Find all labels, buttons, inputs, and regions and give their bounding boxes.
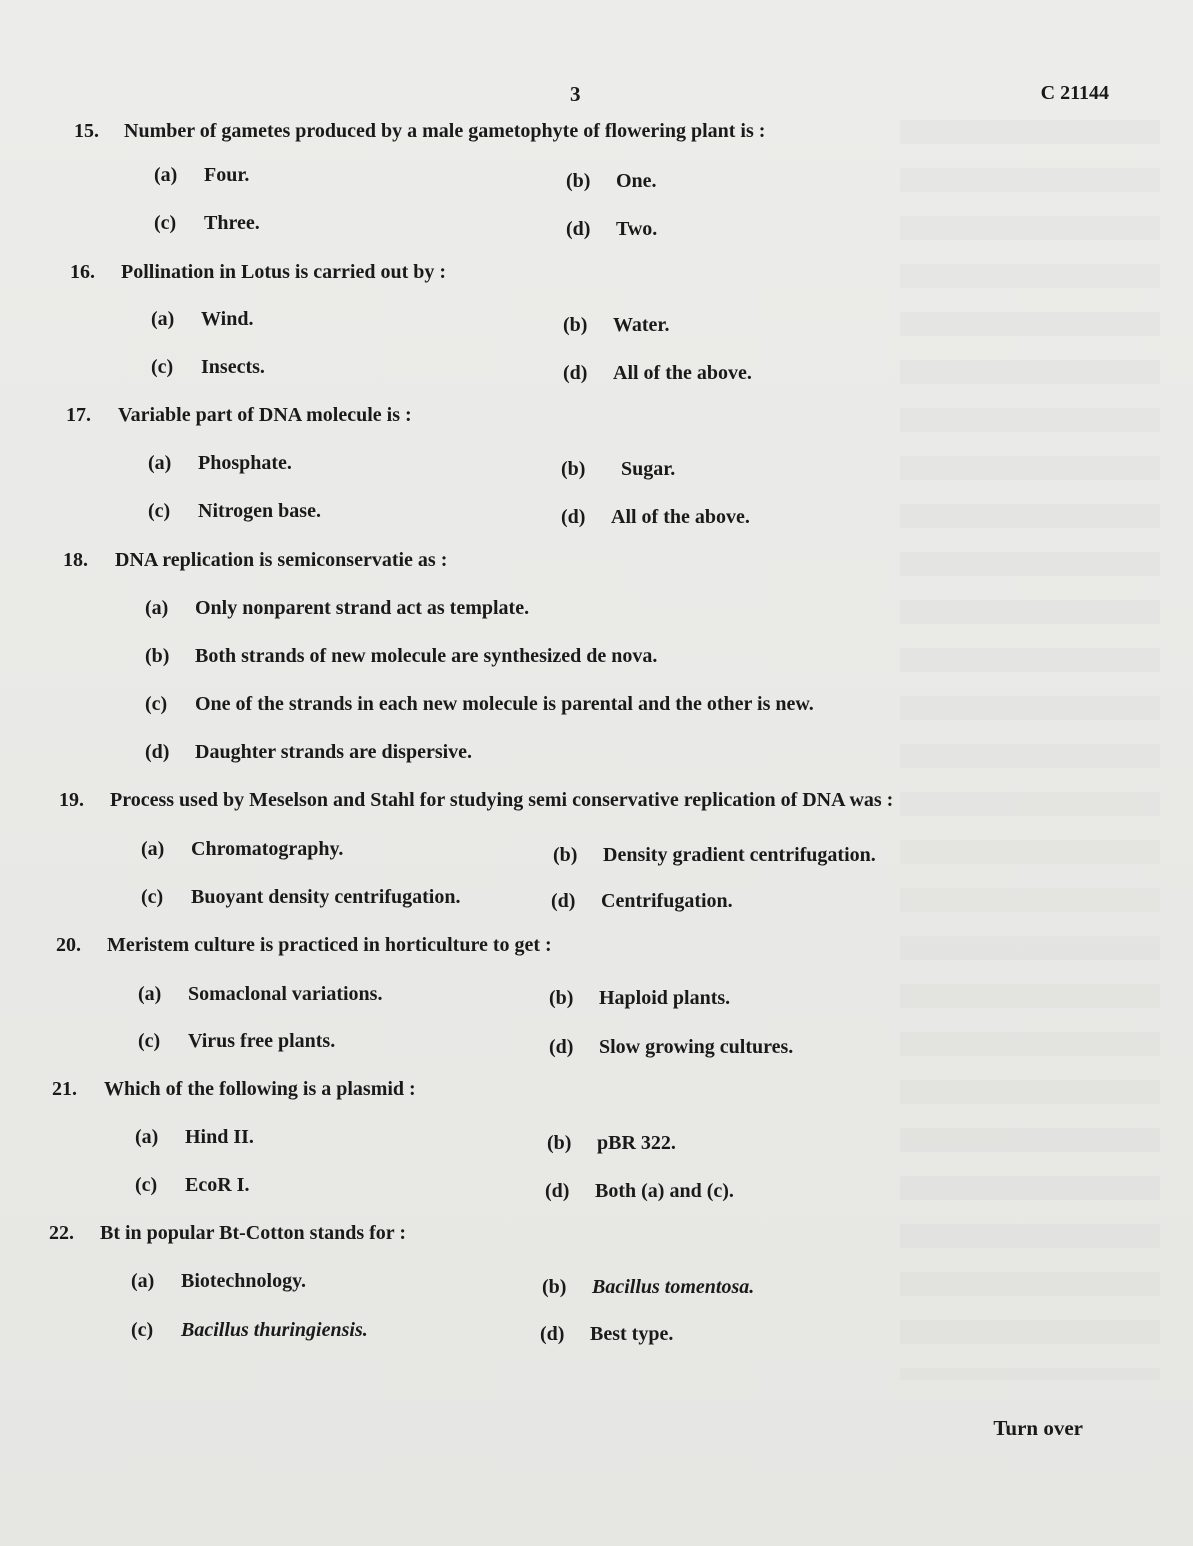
option-c: (c) Virus free plants. bbox=[138, 1030, 336, 1052]
question-number: 16. bbox=[70, 261, 95, 283]
turn-over-note: Turn over bbox=[993, 1416, 1083, 1440]
option-c: (c) EcoR I. bbox=[135, 1174, 250, 1196]
question-number: 19. bbox=[59, 789, 84, 811]
option-c: (c) Nitrogen base. bbox=[148, 500, 321, 522]
option-a: (a) Somaclonal variations. bbox=[138, 983, 383, 1005]
option-c: (c) Insects. bbox=[151, 356, 265, 378]
option-d: (d) Daughter strands are dispersive. bbox=[145, 741, 473, 763]
question-number: 17. bbox=[66, 404, 91, 426]
question-text: DNA replication is semiconservatie as : bbox=[115, 549, 448, 571]
option-b: (b) Density gradient centrifugation. bbox=[553, 844, 876, 866]
option-d: (d) All of the above. bbox=[561, 506, 750, 528]
question-number: 15. bbox=[74, 120, 99, 142]
option-b: (b) Haploid plants. bbox=[549, 987, 731, 1009]
option-d: (d) Centrifugation. bbox=[551, 890, 733, 912]
paper-code: C 21144 bbox=[1040, 82, 1109, 104]
question-text: Which of the following is a plasmid : bbox=[104, 1078, 416, 1100]
option-a: (a) Chromatography. bbox=[141, 838, 344, 860]
bleed-through-texture bbox=[900, 120, 1160, 1380]
option-d: (d) Best type. bbox=[540, 1323, 674, 1345]
question-number: 20. bbox=[56, 934, 81, 956]
option-d: (d) Both (a) and (c). bbox=[545, 1180, 734, 1202]
option-a: (a) Phosphate. bbox=[148, 452, 292, 474]
question-number: 18. bbox=[63, 549, 88, 571]
question-number: 22. bbox=[49, 1222, 74, 1244]
page-number: 3 bbox=[570, 82, 581, 106]
question-text: Number of gametes produced by a male gametophyte of flowering plant is : bbox=[124, 120, 766, 142]
question-text: Bt in popular Bt-Cotton stands for : bbox=[100, 1222, 406, 1244]
option-b: (b) Sugar. bbox=[561, 458, 676, 480]
question-text: Process used by Meselson and Stahl for studying semi conservative replication of DNA was : bbox=[110, 789, 894, 811]
question-text: Pollination in Lotus is carried out by : bbox=[121, 261, 447, 283]
option-c: (c) Buoyant density centrifugation. bbox=[141, 886, 461, 908]
option-c: (c) One of the strands in each new molecule is parental and the other is new. bbox=[145, 693, 814, 715]
option-b: (b) One. bbox=[566, 170, 657, 192]
question-text: Variable part of DNA molecule is : bbox=[118, 404, 412, 426]
option-a: (a) Wind. bbox=[151, 308, 254, 330]
question-number: 21. bbox=[52, 1078, 77, 1100]
option-a: (a) Only nonparent strand act as template. bbox=[145, 597, 530, 619]
option-d: (d) All of the above. bbox=[563, 362, 752, 384]
question-text: Meristem culture is practiced in horticulture to get : bbox=[107, 934, 552, 956]
option-c: (c) Bacillus thuringiensis. bbox=[131, 1319, 368, 1341]
option-a: (a) Four. bbox=[154, 164, 250, 186]
option-d: (d) Two. bbox=[566, 218, 658, 240]
option-b: (b) Water. bbox=[563, 314, 670, 336]
option-a: (a) Biotechnology. bbox=[131, 1270, 307, 1292]
option-b: (b) pBR 322. bbox=[547, 1132, 676, 1154]
option-d: (d) Slow growing cultures. bbox=[549, 1036, 794, 1058]
option-c: (c) Three. bbox=[154, 212, 260, 234]
option-a: (a) Hind II. bbox=[135, 1126, 254, 1148]
option-b: (b) Bacillus tomentosa. bbox=[542, 1276, 755, 1298]
option-b: (b) Both strands of new molecule are synthesized de nova. bbox=[145, 645, 658, 667]
